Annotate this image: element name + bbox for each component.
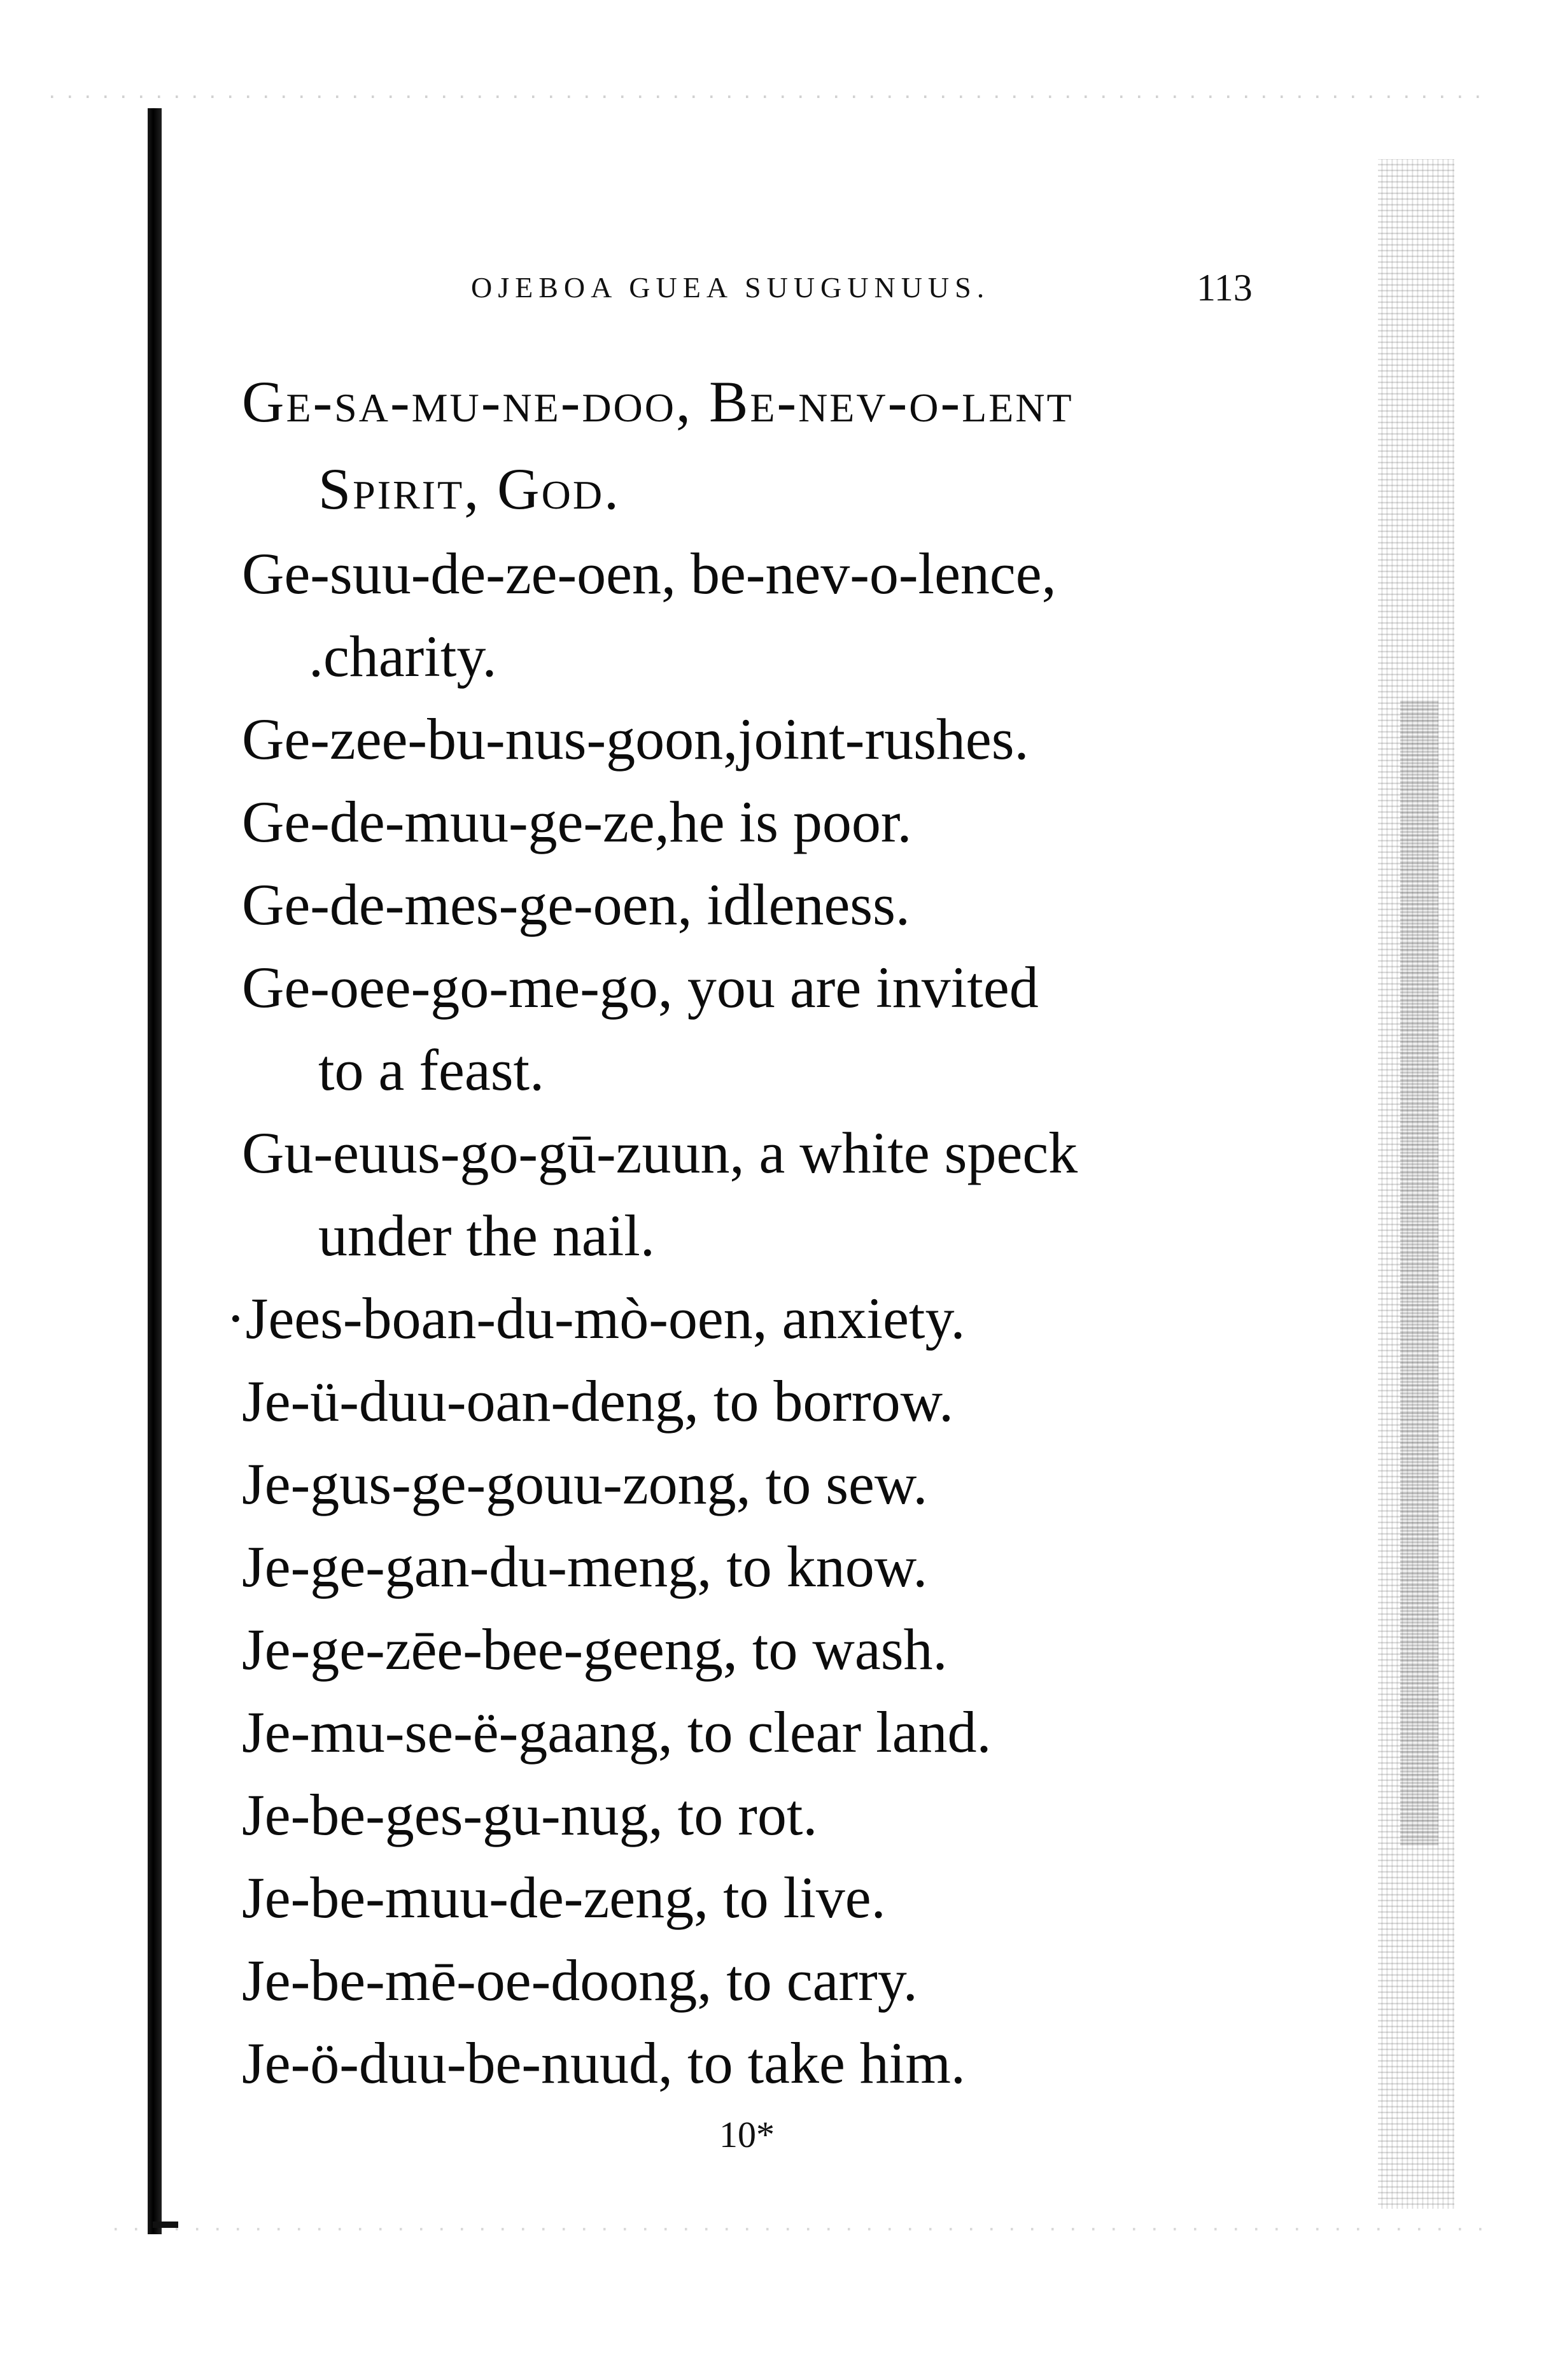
binding-edge-line <box>148 108 162 2234</box>
entry-line: Ge-de-muu-ge-ze,he is poor. <box>242 789 912 854</box>
entry-line: Je-be-ges-gu-nug, to rot. <box>242 1782 818 1847</box>
entry-line: Je-ü-duu-oan-deng, to borrow. <box>242 1369 954 1433</box>
entry-line: Je-be-mē-oe-doong, to carry. <box>242 1948 918 2013</box>
entry-line: Je-ö-duu-be-nuud, to take him. <box>242 2031 966 2095</box>
entry-line: Je-be-muu-de-zeng, to live. <box>242 1865 886 1930</box>
entry-line-continuation: Spirit, God. <box>318 456 621 521</box>
scan-speckle-top <box>51 95 1489 98</box>
entry-line: Gu-euus-go-gū-zuun, a white speck <box>242 1120 1078 1185</box>
entry-line: Je-ge-zēe-bee-geeng, to wash. <box>242 1617 948 1682</box>
entry-line-continuation: .charity. <box>309 624 497 689</box>
entry-line: ·Jees-boan-du-mò-oen, anxiety. <box>226 1286 966 1351</box>
entry-line: Ge-zee-bu-nus-goon,joint-rushes. <box>242 707 1029 771</box>
entry-line: Je-mu-se-ë-gaang, to clear land. <box>242 1700 992 1764</box>
entry-line: Je-ge-gan-du-meng, to know. <box>242 1534 928 1599</box>
entry-line: Ge-sa-mu-ne-doo, Be-nev-o-lent <box>242 369 1074 434</box>
entry-line: Ge-oee-go-me-go, you are invited <box>242 955 1039 1020</box>
running-head: OJEBOA GUEA SUUGUNUUS. <box>471 271 990 304</box>
scan-gutter-noise-dense <box>1400 700 1438 1846</box>
entry-line: Ge-suu-de-ze-oen, be-nev-o-lence, <box>242 541 1057 606</box>
scan-speckle-bottom <box>115 2228 1489 2230</box>
signature-mark: 10* <box>719 2114 775 2155</box>
entry-line-continuation: to a feast. <box>318 1038 545 1102</box>
entry-line-continuation: under the nail. <box>318 1203 655 1268</box>
page-number: 113 <box>1197 267 1253 309</box>
entry-line: Ge-de-mes-ge-oen, idleness. <box>242 872 910 937</box>
binding-edge-foot <box>153 2222 178 2228</box>
entry-line: Je-gus-ge-gouu-zong, to sew. <box>242 1451 928 1516</box>
